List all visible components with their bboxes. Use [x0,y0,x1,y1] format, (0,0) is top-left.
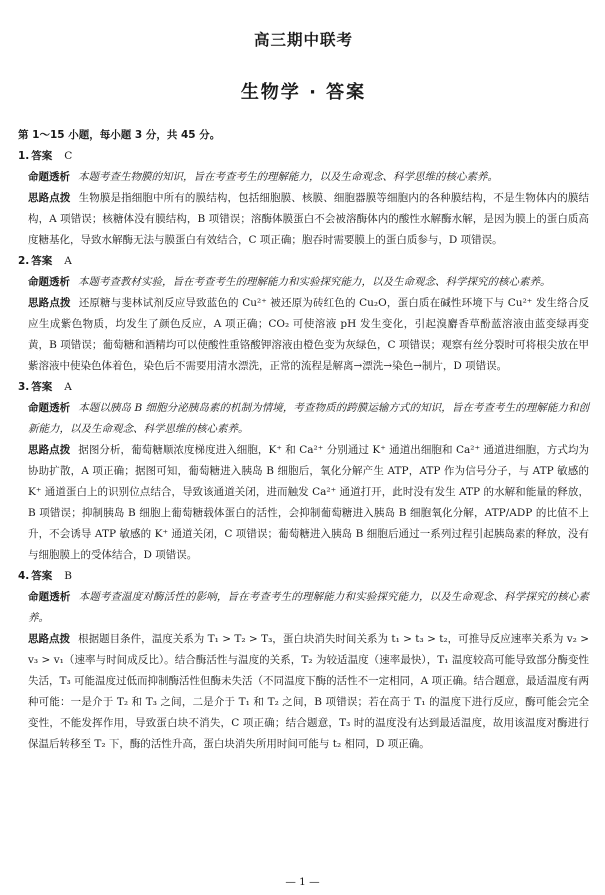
answer-label: 答案 [31,381,53,393]
subject-title: 生物学 · 答案 [240,82,367,103]
answer-label: 答案 [31,150,53,162]
question-header [18,566,589,587]
analysis-text: 据图分析，葡萄糖顺浓度梯度进入细胞，K⁺ 和 Ca²⁺ 分别通过 K⁺ 通道出细胞和 Ca²⁺ 通道进细胞，方式均为协助扩散，A 项正确；据图可知，葡萄糖进入胰岛 B 细胞后，氧化分解产生 ATP，ATP 作为信号分子，与 ATP 敏感的 K⁺ 通道蛋白上的识别位点结合，导致该通道关闭，进而触发 Ca²⁺ 通道打开，此时没有发生 ATP 的水解和能量的释放，B 项错误；抑制胰岛 B 细胞上葡萄糖载体蛋白的活性，会抑制葡萄糖进入胰岛 B 细胞氧化分解，ATP/ADP 的比值不上升，不会诱导 ATP 敏感的 K⁺ 通道关闭，C 项错误；葡萄糖进入胰岛 B 细胞后通过一系列过程引起胰岛素的释放，没有与细胞膜上的受体结合，D 项错误。 [28,444,590,561]
analysis-paragraph [18,293,589,377]
answer-value: A [64,255,72,267]
question-block [18,146,589,251]
intent-text: 本题考查教材实验，旨在考查考生的理解能力和实验探究能力，以及生命观念、科学探究的核心素养。 [78,276,551,288]
intent-label: 命题透析 [28,402,71,414]
question-block [18,566,589,755]
intent-paragraph [18,167,589,188]
intent-paragraph [18,587,589,629]
analysis-paragraph [18,188,589,251]
analysis-label: 思路点拨 [28,444,71,456]
intent-label: 命题透析 [28,171,70,183]
question-header [18,251,589,272]
question-block [18,377,589,566]
question-number: 1. [18,150,30,162]
question-number: 3. [18,381,30,393]
page-number: — 1 — [285,876,320,888]
intent-text: 本题以胰岛 B 细胞分泌胰岛素的机制为情境，考查物质的跨膜运输方式的知识，旨在考查考生的理解能力和创新能力，以及生命观念、科学思维的核心素养。 [28,402,590,435]
answer-value: C [64,150,73,162]
answer-label: 答案 [31,570,53,582]
answer-value: A [64,381,72,393]
question-block [18,251,589,377]
intent-label: 命题透析 [28,276,70,288]
section-intro: 第 1～15 小题，每小题 3 分，共 45 分。 [18,129,221,141]
analysis-label: 思路点拨 [28,192,71,204]
intent-paragraph [18,398,589,440]
question-header [18,146,589,167]
answer-value: B [64,570,73,582]
analysis-text: 根据题目条件，温度关系为 T₁ > T₂ > T₃，蛋白块消失时间关系为 t₁ > t₃ > t₂，可推导反应速率关系为 v₂ > v₃ > v₁（速率与时间成反比）。结合酶活性与温度的关系，T₂ 为较适温度（速率最快），T₁ 温度较高可能导致部分酶变性失活，T₃ 可能温度过低而抑制酶活性但酶未失活（不同温度下酶的活性不一定相同，A 项正确。结合题意，最适温度有两种可能：一是介于 T₂ 和 T₃ 之间，二是介于 T₁ 和 T₂ 之间，B 项错误；若在高于 T₁ 的温度下进行反应，酶可能会完全变性，不能发挥作用，导致蛋白块不消失，C 项正确；结合题意，T₃ 时的温度没有达到最适温度，故用该温度对酶进行保温后转移至 T₂ 下，酶的活性升高，蛋白块消失所用时间可能与 t₂ 相同，D 项正确。 [28,633,590,750]
question-header [18,377,589,398]
exam-title: 高三期中联考 [253,31,353,49]
answer-label: 答案 [31,255,53,267]
question-number: 4. [18,570,30,582]
analysis-text: 生物膜是指细胞中所有的膜结构，包括细胞膜、核膜、细胞器膜等细胞内的各种膜结构，不是生物体内的膜结构，A 项错误；核糖体没有膜结构，B 项错误；溶酶体膜蛋白不会被溶酶体内的酸性水解酶水解，是因为膜上的蛋白质高度糖基化，导致水解酶无法与膜蛋白有效结合，C 项正确；胞吞时需要膜上的蛋白质参与，D 项错误。 [28,192,590,246]
intent-text: 本题考查温度对酶活性的影响，旨在考查考生的理解能力和实验探究能力，以及生命观念、科学探究的核心素养。 [28,591,590,624]
intent-paragraph [18,272,589,293]
analysis-text: 还原糖与斐林试剂反应导致蓝色的 Cu²⁺ 被还原为砖红色的 Cu₂O，蛋白质在碱性环境下与 Cu²⁺ 发生络合反应生成紫色物质，均发生了颜色反应，A 项正确；CO₂ 可使溶液 pH 发生变化，引起溴麝香草酚蓝溶液由蓝变绿再变黄，B 项错误；葡萄糖和酒精均可以使酸性重铬酸钾溶液由橙色变为灰绿色，C 项错误；观察有丝分裂时可将根尖放在甲紫溶液中使染色体着色，染色后不需要用清水漂洗，正常的流程是解离→漂洗→染色→制片，D 项错误。 [28,297,590,372]
intent-label: 命题透析 [28,591,71,603]
analysis-paragraph [18,629,589,755]
analysis-paragraph [18,440,589,566]
analysis-label: 思路点拨 [28,297,71,309]
analysis-label: 思路点拨 [28,633,71,645]
question-number: 2. [18,255,30,267]
intent-text: 本题考查生物膜的知识，旨在考查考生的理解能力，以及生命观念、科学思维的核心素养。 [78,171,498,183]
